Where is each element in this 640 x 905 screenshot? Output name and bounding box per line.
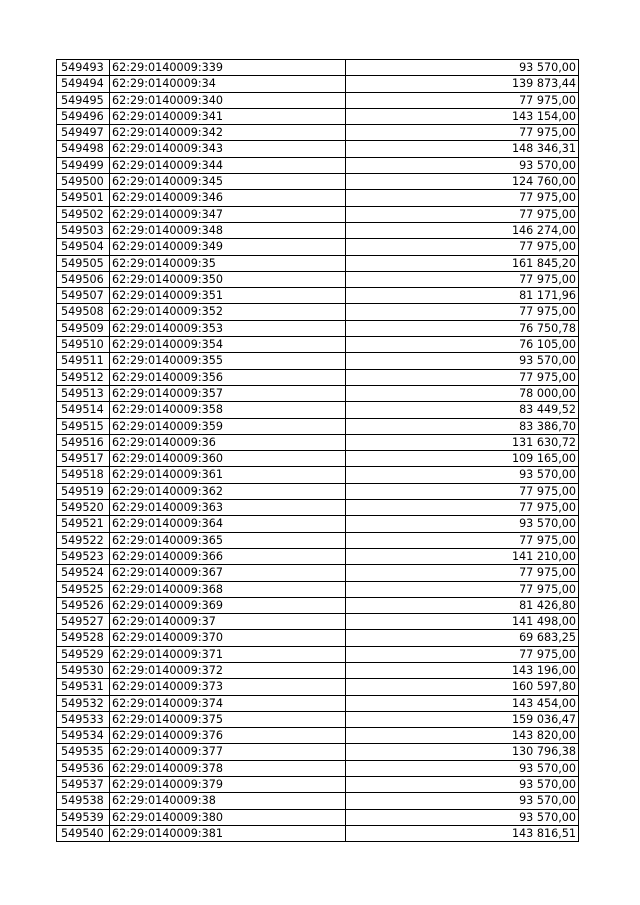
cadastral-number-cell: 62:29:0140009:355 [110, 353, 346, 369]
table-row [57, 402, 579, 418]
amount-cell: 77 975,00 [346, 239, 579, 255]
amount-cell: 93 570,00 [346, 809, 579, 825]
cadastral-number-cell: 62:29:0140009:365 [110, 532, 346, 548]
amount-cell: 83 386,70 [346, 418, 579, 434]
amount-cell: 77 975,00 [346, 369, 579, 385]
row-number-cell: 549532 [57, 695, 110, 711]
amount-cell: 124 760,00 [346, 174, 579, 190]
amount-cell: 77 975,00 [346, 500, 579, 516]
cadastral-number-cell: 62:29:0140009:347 [110, 206, 346, 222]
table-row [57, 206, 579, 222]
amount-cell: 93 570,00 [346, 157, 579, 173]
amount-cell: 143 154,00 [346, 108, 579, 124]
amount-cell: 143 820,00 [346, 728, 579, 744]
row-number-cell: 549527 [57, 614, 110, 630]
amount-cell: 93 570,00 [346, 516, 579, 532]
row-number-cell: 549530 [57, 662, 110, 678]
table-row [57, 353, 579, 369]
table-body [57, 60, 579, 842]
table-row [57, 809, 579, 825]
row-number-cell: 549513 [57, 385, 110, 401]
row-number-cell: 549522 [57, 532, 110, 548]
row-number-cell: 549495 [57, 92, 110, 108]
table-row [57, 467, 579, 483]
cadastral-number-cell: 62:29:0140009:361 [110, 467, 346, 483]
cadastral-number-cell: 62:29:0140009:375 [110, 711, 346, 727]
row-number-cell: 549493 [57, 60, 110, 76]
row-number-cell: 549526 [57, 597, 110, 613]
amount-cell: 160 597,80 [346, 679, 579, 695]
amount-cell: 93 570,00 [346, 353, 579, 369]
cadastral-number-cell: 62:29:0140009:38 [110, 793, 346, 809]
cadastral-number-cell: 62:29:0140009:344 [110, 157, 346, 173]
cadastral-number-cell: 62:29:0140009:366 [110, 548, 346, 564]
row-number-cell: 549500 [57, 174, 110, 190]
amount-cell: 141 498,00 [346, 614, 579, 630]
row-number-cell: 549529 [57, 646, 110, 662]
table-row [57, 581, 579, 597]
cadastral-number-cell: 62:29:0140009:352 [110, 304, 346, 320]
amount-cell: 139 873,44 [346, 76, 579, 92]
amount-cell: 81 171,96 [346, 288, 579, 304]
table-row [57, 695, 579, 711]
table-row [57, 516, 579, 532]
amount-cell: 69 683,25 [346, 630, 579, 646]
amount-cell: 141 210,00 [346, 548, 579, 564]
table-row [57, 728, 579, 744]
table-row [57, 271, 579, 287]
table-row [57, 76, 579, 92]
row-number-cell: 549525 [57, 581, 110, 597]
cadastral-number-cell: 62:29:0140009:364 [110, 516, 346, 532]
row-number-cell: 549535 [57, 744, 110, 760]
row-number-cell: 549498 [57, 141, 110, 157]
amount-cell: 83 449,52 [346, 402, 579, 418]
amount-cell: 77 975,00 [346, 125, 579, 141]
cadastral-number-cell: 62:29:0140009:353 [110, 320, 346, 336]
table-row [57, 451, 579, 467]
table-row [57, 320, 579, 336]
row-number-cell: 549524 [57, 565, 110, 581]
cadastral-number-cell: 62:29:0140009:348 [110, 222, 346, 238]
cadastral-number-cell: 62:29:0140009:34 [110, 76, 346, 92]
cadastral-number-cell: 62:29:0140009:370 [110, 630, 346, 646]
table-row [57, 679, 579, 695]
row-number-cell: 549521 [57, 516, 110, 532]
table-row [57, 597, 579, 613]
row-number-cell: 549510 [57, 337, 110, 353]
table-row [57, 548, 579, 564]
cadastral-number-cell: 62:29:0140009:35 [110, 255, 346, 271]
table-row [57, 793, 579, 809]
amount-cell: 93 570,00 [346, 777, 579, 793]
table-row [57, 92, 579, 108]
amount-cell: 77 975,00 [346, 646, 579, 662]
table-row [57, 565, 579, 581]
row-number-cell: 549517 [57, 451, 110, 467]
amount-cell: 161 845,20 [346, 255, 579, 271]
row-number-cell: 549536 [57, 760, 110, 776]
table-row [57, 646, 579, 662]
cadastral-number-cell: 62:29:0140009:368 [110, 581, 346, 597]
table-row [57, 239, 579, 255]
amount-cell: 77 975,00 [346, 92, 579, 108]
cadastral-number-cell: 62:29:0140009:340 [110, 92, 346, 108]
table-row [57, 157, 579, 173]
cadastral-number-cell: 62:29:0140009:37 [110, 614, 346, 630]
cadastral-number-cell: 62:29:0140009:367 [110, 565, 346, 581]
table-row [57, 304, 579, 320]
table-row [57, 532, 579, 548]
amount-cell: 77 975,00 [346, 532, 579, 548]
row-number-cell: 549499 [57, 157, 110, 173]
data-table [56, 59, 579, 842]
cadastral-number-cell: 62:29:0140009:342 [110, 125, 346, 141]
row-number-cell: 549540 [57, 825, 110, 841]
row-number-cell: 549523 [57, 548, 110, 564]
cadastral-number-cell: 62:29:0140009:357 [110, 385, 346, 401]
table-row [57, 825, 579, 841]
row-number-cell: 549528 [57, 630, 110, 646]
row-number-cell: 549509 [57, 320, 110, 336]
table-row [57, 483, 579, 499]
cadastral-number-cell: 62:29:0140009:362 [110, 483, 346, 499]
row-number-cell: 549539 [57, 809, 110, 825]
table-row [57, 108, 579, 124]
row-number-cell: 549496 [57, 108, 110, 124]
row-number-cell: 549501 [57, 190, 110, 206]
amount-cell: 76 105,00 [346, 337, 579, 353]
row-number-cell: 549520 [57, 500, 110, 516]
row-number-cell: 549531 [57, 679, 110, 695]
cadastral-number-cell: 62:29:0140009:356 [110, 369, 346, 385]
amount-cell: 146 274,00 [346, 222, 579, 238]
cadastral-number-cell: 62:29:0140009:343 [110, 141, 346, 157]
row-number-cell: 549511 [57, 353, 110, 369]
row-number-cell: 549502 [57, 206, 110, 222]
row-number-cell: 549538 [57, 793, 110, 809]
table-row [57, 500, 579, 516]
row-number-cell: 549515 [57, 418, 110, 434]
table-row [57, 744, 579, 760]
cadastral-number-cell: 62:29:0140009:369 [110, 597, 346, 613]
cadastral-number-cell: 62:29:0140009:341 [110, 108, 346, 124]
cadastral-number-cell: 62:29:0140009:381 [110, 825, 346, 841]
table-row [57, 125, 579, 141]
amount-cell: 109 165,00 [346, 451, 579, 467]
table-row [57, 434, 579, 450]
row-number-cell: 549516 [57, 434, 110, 450]
cadastral-number-cell: 62:29:0140009:349 [110, 239, 346, 255]
cadastral-number-cell: 62:29:0140009:339 [110, 60, 346, 76]
amount-cell: 143 816,51 [346, 825, 579, 841]
amount-cell: 143 454,00 [346, 695, 579, 711]
amount-cell: 78 000,00 [346, 385, 579, 401]
table-row [57, 777, 579, 793]
row-number-cell: 549503 [57, 222, 110, 238]
row-number-cell: 549533 [57, 711, 110, 727]
cadastral-number-cell: 62:29:0140009:345 [110, 174, 346, 190]
amount-cell: 77 975,00 [346, 483, 579, 499]
row-number-cell: 549512 [57, 369, 110, 385]
table-row [57, 190, 579, 206]
table-row [57, 60, 579, 76]
table-row [57, 630, 579, 646]
table-row [57, 614, 579, 630]
row-number-cell: 549507 [57, 288, 110, 304]
cadastral-number-cell: 62:29:0140009:380 [110, 809, 346, 825]
amount-cell: 77 975,00 [346, 304, 579, 320]
row-number-cell: 549497 [57, 125, 110, 141]
amount-cell: 77 975,00 [346, 206, 579, 222]
table-row [57, 385, 579, 401]
table-row [57, 662, 579, 678]
cadastral-number-cell: 62:29:0140009:371 [110, 646, 346, 662]
amount-cell: 159 036,47 [346, 711, 579, 727]
amount-cell: 93 570,00 [346, 793, 579, 809]
amount-cell: 131 630,72 [346, 434, 579, 450]
table-row [57, 418, 579, 434]
amount-cell: 93 570,00 [346, 467, 579, 483]
cadastral-number-cell: 62:29:0140009:363 [110, 500, 346, 516]
amount-cell: 76 750,78 [346, 320, 579, 336]
table-row [57, 288, 579, 304]
table-row [57, 222, 579, 238]
row-number-cell: 549534 [57, 728, 110, 744]
cadastral-number-cell: 62:29:0140009:372 [110, 662, 346, 678]
table-row [57, 255, 579, 271]
row-number-cell: 549537 [57, 777, 110, 793]
cadastral-number-cell: 62:29:0140009:377 [110, 744, 346, 760]
row-number-cell: 549519 [57, 483, 110, 499]
cadastral-number-cell: 62:29:0140009:346 [110, 190, 346, 206]
table-row [57, 337, 579, 353]
cadastral-number-cell: 62:29:0140009:374 [110, 695, 346, 711]
cadastral-number-cell: 62:29:0140009:358 [110, 402, 346, 418]
amount-cell: 143 196,00 [346, 662, 579, 678]
table-row [57, 141, 579, 157]
cadastral-number-cell: 62:29:0140009:376 [110, 728, 346, 744]
amount-cell: 77 975,00 [346, 565, 579, 581]
cadastral-number-cell: 62:29:0140009:350 [110, 271, 346, 287]
cadastral-number-cell: 62:29:0140009:373 [110, 679, 346, 695]
amount-cell: 81 426,80 [346, 597, 579, 613]
cadastral-number-cell: 62:29:0140009:379 [110, 777, 346, 793]
row-number-cell: 549504 [57, 239, 110, 255]
cadastral-number-cell: 62:29:0140009:36 [110, 434, 346, 450]
amount-cell: 130 796,38 [346, 744, 579, 760]
row-number-cell: 549506 [57, 271, 110, 287]
cadastral-number-cell: 62:29:0140009:351 [110, 288, 346, 304]
amount-cell: 93 570,00 [346, 60, 579, 76]
row-number-cell: 549494 [57, 76, 110, 92]
amount-cell: 93 570,00 [346, 760, 579, 776]
amount-cell: 77 975,00 [346, 581, 579, 597]
table-row [57, 711, 579, 727]
amount-cell: 148 346,31 [346, 141, 579, 157]
cadastral-number-cell: 62:29:0140009:378 [110, 760, 346, 776]
table-row [57, 760, 579, 776]
amount-cell: 77 975,00 [346, 190, 579, 206]
cadastral-number-cell: 62:29:0140009:360 [110, 451, 346, 467]
row-number-cell: 549508 [57, 304, 110, 320]
row-number-cell: 549505 [57, 255, 110, 271]
row-number-cell: 549514 [57, 402, 110, 418]
row-number-cell: 549518 [57, 467, 110, 483]
table-row [57, 369, 579, 385]
cadastral-number-cell: 62:29:0140009:354 [110, 337, 346, 353]
cadastral-number-cell: 62:29:0140009:359 [110, 418, 346, 434]
amount-cell: 77 975,00 [346, 271, 579, 287]
table-row [57, 174, 579, 190]
